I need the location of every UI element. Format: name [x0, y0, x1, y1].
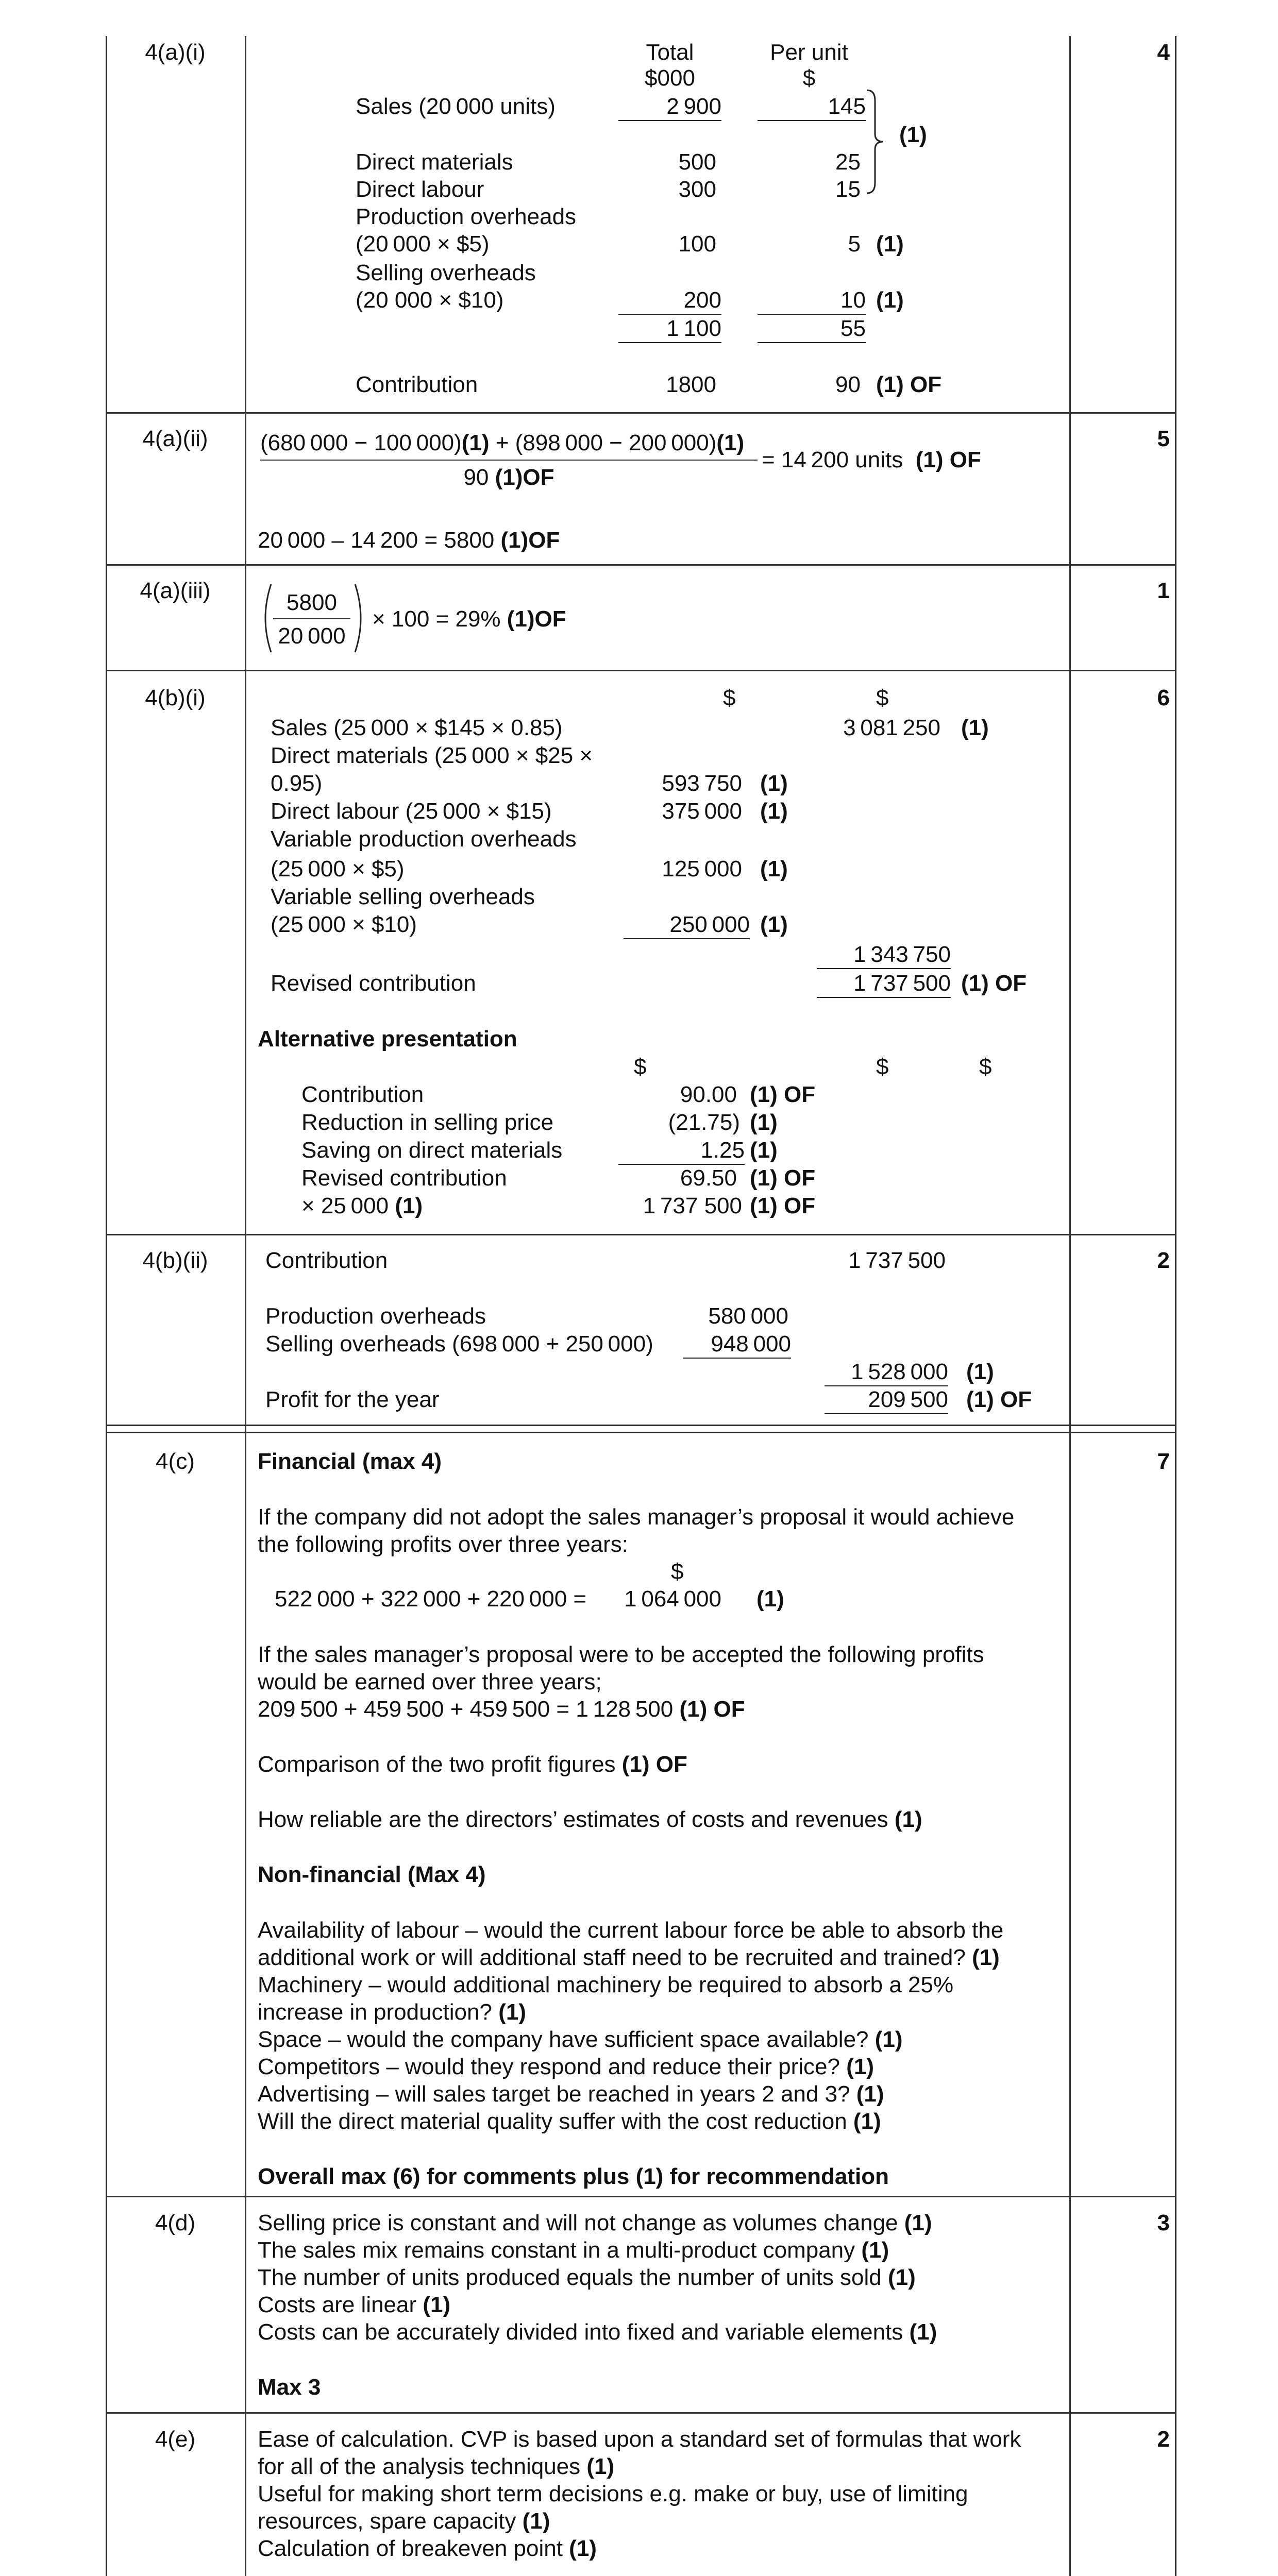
row-unit: 145: [758, 93, 866, 121]
dm-label-2: 0.95): [271, 771, 323, 796]
alt-mark: (1) OF: [750, 1165, 816, 1191]
rest-text: × 100 = 29%: [372, 606, 501, 632]
vpo-value: 125 000: [662, 856, 742, 882]
row-label: Direct labour: [356, 177, 484, 202]
assumption-mark: (1): [861, 2238, 889, 2263]
question-label: 4(e): [155, 2427, 196, 2452]
assumption-mark: (1): [904, 2210, 932, 2235]
marks: 3: [1157, 2210, 1170, 2235]
assumption-item: [258, 2236, 889, 2264]
alt-value: 1.25: [618, 1137, 745, 1165]
calc-line: [258, 527, 560, 554]
vso-value: 250 000: [624, 911, 750, 939]
nonfin-text: Competitors – would they respond and reduce their price?: [258, 2054, 840, 2079]
rest-mark: (1)OF: [507, 606, 566, 632]
reliability-text: How reliable are the directors’ estimates of costs and revenues: [258, 1807, 888, 1832]
profit-mark: (1) OF: [966, 1387, 1032, 1412]
nonfin-mark: (1): [856, 2081, 884, 2107]
financial-title: Financial (max 4): [258, 1449, 442, 1474]
plus: +: [489, 430, 515, 455]
nonfin-mark: (1): [853, 2109, 881, 2134]
marks: 5: [1157, 426, 1170, 451]
row-label: (20 000 × $10): [356, 287, 504, 313]
row-label: Sales (20 000 units): [356, 94, 556, 119]
nonfinancial-title: Non-financial (Max 4): [258, 1862, 486, 1887]
marks: 7: [1157, 1449, 1170, 1474]
question-label: 4(a)(ii): [142, 426, 208, 451]
benefit-item: Useful for making short term decisions e.g. make or buy, use of limiting: [258, 2481, 968, 2506]
question-label: 4(c): [156, 1449, 195, 1474]
brace-icon: [866, 88, 886, 196]
row-label: Selling overheads: [356, 260, 536, 285]
row-total: 2 900: [618, 93, 721, 121]
numerator-b: (898 000 − 200 000): [515, 430, 717, 455]
nonfin-mark: (1): [498, 1999, 526, 2025]
assumption-item: [258, 2209, 932, 2236]
calc-mark: (1)OF: [500, 528, 560, 553]
assumption-text: The sales mix remains constant in a multi-product company: [258, 2238, 855, 2263]
so-label: Selling overheads (698 000 + 250 000): [265, 1331, 653, 1357]
alt-value: 90.00: [680, 1082, 737, 1107]
nonfin-text: Will the direct material quality suffer with the cost reduction: [258, 2109, 847, 2134]
alt-mark: (1) OF: [750, 1193, 816, 1218]
fraction-bar: [273, 618, 350, 619]
row-divider: [106, 2196, 1176, 2197]
vpo-label: Variable production overheads: [271, 826, 577, 852]
alt-mark: (1): [750, 1138, 778, 1163]
alt-label: Reduction in selling price: [301, 1110, 554, 1135]
border-col2: [1069, 36, 1071, 2576]
question-label: 4(a)(i): [145, 40, 206, 65]
comparison-text: Comparison of the two profit figures: [258, 1752, 616, 1777]
col-sub-unit: $: [802, 65, 816, 91]
so-value: 948 000: [683, 1330, 791, 1359]
row-label: (20 000 × $5): [356, 231, 490, 257]
mark-b: (1): [716, 430, 745, 455]
row-total: 1 100: [618, 315, 721, 343]
fraction-numerator: [260, 429, 744, 456]
max-note: Max 3: [258, 2375, 321, 2400]
para-text: If the sales manager’s proposal were to be accepted the following profits: [258, 1642, 984, 1667]
benefit-mark: (1): [569, 2536, 597, 2561]
denominator: 90: [463, 465, 489, 490]
assumption-mark: (1): [423, 2292, 451, 2317]
numerator-a: (680 000 − 100 000): [260, 430, 462, 455]
dm-value: 593 750: [662, 771, 742, 796]
sum-line-2: [258, 1696, 745, 1723]
col-head-unit: Per unit: [770, 40, 848, 65]
row-divider: [106, 1234, 1176, 1235]
row-divider: [106, 412, 1176, 414]
assumption-text: Selling price is constant and will not change as volumes change: [258, 2210, 898, 2235]
nonfin-mark: (1): [875, 2027, 903, 2052]
col-head-total: Total: [646, 40, 694, 65]
fraction-num: 5800: [287, 590, 337, 615]
fraction-den: 20 000: [278, 623, 346, 649]
sum-value: 1 064 000: [624, 1586, 721, 1612]
assumption-mark: (1): [887, 2265, 916, 2290]
po-label: Production overheads: [265, 1303, 486, 1329]
vpo-label-2: (25 000 × $5): [271, 856, 405, 882]
nonfin-text: additional work or will additional staff need to be recruited and trained?: [258, 1945, 966, 1970]
assumption-text: The number of units produced equals the number of units sold: [258, 2265, 882, 2290]
marks: 2: [1157, 2427, 1170, 2452]
alt-label: [301, 1192, 423, 1219]
row-divider: [106, 1425, 1176, 1426]
row-mark: (1): [876, 287, 904, 313]
question-label: 4(a)(iii): [140, 578, 211, 603]
para-text: If the company did not adopt the sales manager’s proposal it would achieve: [258, 1504, 1015, 1530]
row-divider: [106, 670, 1176, 671]
profit-value: 209 500: [825, 1386, 948, 1414]
alt-value: (21.75): [668, 1110, 740, 1135]
row-label: Production overheads: [356, 204, 577, 229]
dm-label: Direct materials (25 000 × $25 ×: [271, 743, 593, 768]
benefit-text: Calculation of breakeven point: [258, 2536, 563, 2561]
nonfin-text: increase in production?: [258, 1999, 492, 2025]
border-col1: [245, 36, 246, 2576]
profit-label: Profit for the year: [265, 1387, 440, 1412]
alt-title: Alternative presentation: [258, 1026, 517, 1052]
alt-label: Saving on direct materials: [301, 1138, 563, 1163]
nonfin-item: Machinery – would additional machinery be required to absorb a 25%: [258, 1972, 954, 1997]
benefit-item: [258, 2535, 597, 2562]
alt-label: Revised contribution: [301, 1165, 507, 1191]
sales-label: Sales (25 000 × $145 × 0.85): [271, 715, 563, 740]
alt-mark: (1): [750, 1110, 778, 1135]
row-unit: 10: [758, 286, 866, 315]
benefit-mark: (1): [586, 2454, 615, 2479]
reliability-line: [258, 1806, 922, 1833]
mark-a: (1): [461, 430, 490, 455]
row-mark: (1): [876, 231, 904, 257]
marks: 1: [1157, 578, 1170, 603]
fraction-rest: [372, 605, 566, 633]
benefit-text: for all of the analysis techniques: [258, 2454, 581, 2479]
row-divider: [106, 1432, 1176, 1433]
nonfin-text: Advertising – will sales target be reached in years 2 and 3?: [258, 2081, 850, 2107]
dm-mark: (1): [760, 771, 788, 796]
row-unit: 15: [835, 177, 861, 202]
reliability-mark: (1): [894, 1807, 922, 1832]
vso-label-2: (25 000 × $10): [271, 912, 417, 937]
col-b-head: $: [876, 685, 889, 710]
para-text: the following profits over three years:: [258, 1532, 629, 1557]
assumption-text: Costs are linear: [258, 2292, 417, 2317]
result-mark: (1) OF: [915, 447, 981, 472]
vpo-mark: (1): [760, 856, 788, 882]
nonfin-text: Space – would the company have sufficient space available?: [258, 2027, 869, 2052]
fraction-result: [762, 446, 981, 473]
sum2-mark: (1) OF: [679, 1697, 745, 1722]
row-total: 1800: [666, 372, 716, 397]
para-text: would be earned over three years;: [258, 1669, 602, 1694]
row-label: Contribution: [356, 372, 478, 397]
subtotal-value: 1 343 750: [817, 941, 951, 969]
marks: 6: [1157, 685, 1170, 710]
paren-right-icon: [353, 582, 368, 654]
row-unit: 55: [758, 315, 866, 343]
revised-value: 1 737 500: [817, 970, 951, 998]
po-value: 580 000: [708, 1303, 788, 1329]
sum-mark: (1): [756, 1586, 784, 1612]
alt-label: Contribution: [301, 1082, 424, 1107]
row-label: Direct materials: [356, 149, 513, 175]
nonfin-item: [258, 2108, 881, 2135]
benefit-item: [258, 2507, 550, 2535]
comparison-line: [258, 1751, 687, 1778]
question-label: 4(b)(ii): [142, 1248, 208, 1273]
revised-mark: (1) OF: [961, 971, 1027, 996]
overheads-mark: (1): [966, 1359, 994, 1384]
result: = 14 200 units: [762, 447, 903, 472]
alt-col-b: $: [876, 1054, 889, 1079]
row-divider: [106, 2412, 1176, 2414]
sales-mark: (1): [961, 715, 989, 740]
assumption-mark: (1): [909, 2319, 937, 2345]
question-label: 4(d): [155, 2210, 196, 2235]
row-divider: [106, 564, 1176, 566]
alt-label-text: × 25 000: [301, 1193, 389, 1218]
assumption-item: [258, 2318, 937, 2346]
row-total: 100: [678, 231, 716, 257]
revised-label: Revised contribution: [271, 971, 476, 996]
alt-label-mark: (1): [395, 1193, 423, 1218]
benefit-text: resources, spare capacity: [258, 2509, 516, 2534]
sales-value: 3 081 250: [843, 715, 940, 740]
benefit-item: Ease of calculation. CVP is based upon a standard set of formulas that work: [258, 2427, 1021, 2452]
nonfin-item: [258, 2053, 874, 2080]
fraction-denominator: [260, 464, 758, 491]
overheads-total: 1 528 000: [825, 1358, 948, 1386]
assumption-item: [258, 2291, 450, 2318]
dl-label: Direct labour (25 000 × $15): [271, 799, 552, 824]
col-a-head: $: [723, 685, 736, 710]
dl-mark: (1): [760, 799, 788, 824]
nonfin-item: [258, 1998, 526, 2026]
nonfin-mark: (1): [846, 2054, 874, 2079]
sum-line: 522 000 + 322 000 + 220 000 =: [275, 1586, 587, 1612]
row-mark: (1) OF: [876, 372, 942, 397]
alt-mark: (1) OF: [750, 1082, 816, 1107]
row-unit: 25: [835, 149, 861, 175]
sum2-text: 209 500 + 459 500 + 459 500 = 1 128 500: [258, 1697, 674, 1722]
benefit-item: [258, 2453, 614, 2480]
row-unit: 90: [835, 372, 861, 397]
row-total: 200: [618, 286, 721, 315]
nonfin-mark: (1): [972, 1945, 1000, 1970]
assumption-text: Costs can be accurately divided into fixed and variable elements: [258, 2319, 903, 2345]
row-total: 500: [678, 149, 716, 175]
alt-col-c: $: [979, 1054, 992, 1079]
alt-value: 69.50: [680, 1165, 737, 1191]
alt-col-a: $: [634, 1054, 647, 1079]
contribution-value: 1 737 500: [848, 1248, 946, 1273]
overall-max: Overall max (6) for comments plus (1) for recommendation: [258, 2164, 889, 2189]
vso-mark: (1): [760, 912, 788, 937]
row-total: 300: [678, 177, 716, 202]
contribution-label: Contribution: [265, 1248, 388, 1273]
dl-value: 375 000: [662, 799, 742, 824]
nonfin-item: Availability of labour – would the current labour force be able to absorb the: [258, 1918, 1004, 1943]
denominator-mark: (1)OF: [495, 465, 554, 490]
col-sub-total: $000: [645, 65, 695, 91]
comparison-mark: (1) OF: [621, 1752, 687, 1777]
border-right: [1175, 36, 1176, 2576]
nonfin-item: [258, 2026, 903, 2053]
fraction-bar: [260, 460, 758, 461]
row-unit: 5: [848, 231, 861, 257]
calc-text: 20 000 – 14 200 = 5800: [258, 528, 495, 553]
marks: 4: [1157, 40, 1170, 65]
border-left: [106, 36, 107, 2576]
marks: 2: [1157, 1248, 1170, 1273]
dollar-head: $: [671, 1559, 684, 1584]
alt-value: 1 737 500: [643, 1193, 742, 1218]
assumption-item: [258, 2264, 916, 2291]
nonfin-item: [258, 2080, 884, 2108]
nonfin-item: [258, 1944, 1000, 1971]
question-label: 4(b)(i): [145, 685, 206, 710]
vso-label: Variable selling overheads: [271, 884, 535, 909]
benefit-mark: (1): [522, 2509, 550, 2534]
brace-mark: (1): [899, 122, 927, 147]
